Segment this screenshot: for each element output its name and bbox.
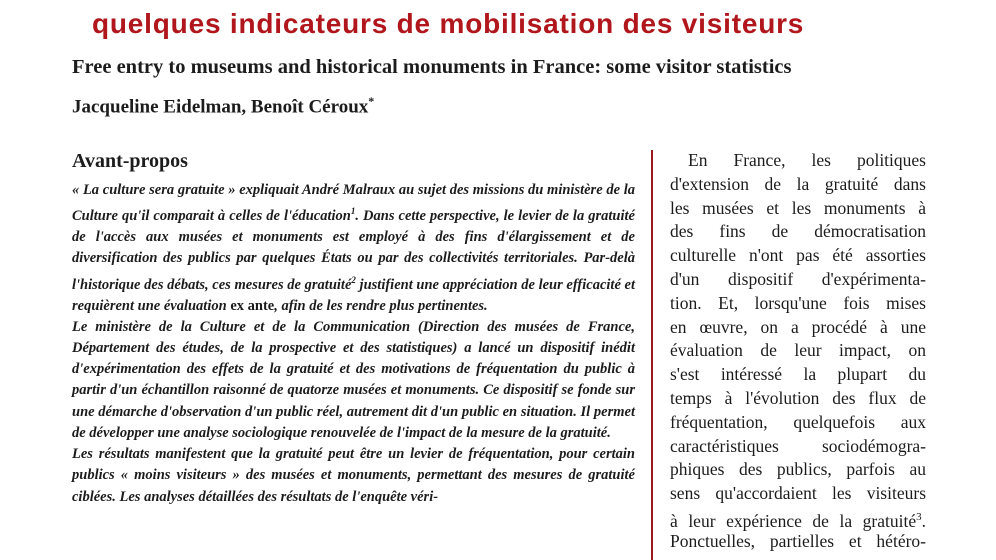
body-line: en œuvre, on a procédé à une: [670, 316, 926, 337]
body-line-text: à leur expérience de la gratuité: [670, 510, 917, 531]
foreword-paragraph-2: Le ministère de la Culture et de la Communication (Direction des musées de France, Département des études, de la prospective et des statistiques) a lancé un dispositif inédit d'expérimentation des effets de la gratuité et des motivations de fréquentation du public à partir d'un échantillon raisonné de quatorze musées et monuments. Ce dispositif se fonde sur une démarche d'observation d'un public réel, autrement dit d'un public en situation. Il permet de développer une analyse sociologique renouvelée de l'impact de la mesure de la gratuité.: [72, 318, 635, 441]
body-line: tion. Et, lorsqu'une fois mises: [670, 292, 926, 313]
body-line: Ponctuelles, partielles et hétéro-: [670, 530, 926, 551]
authors-names: Jacqueline Eidelman, Benoît Céroux: [72, 96, 369, 118]
body-column: [670, 149, 926, 554]
foreword-paragraph-1: [72, 180, 635, 317]
footnote-ref-3[interactable]: 3: [916, 510, 922, 523]
body-line: sens qu'accordaient les visiteurs: [670, 483, 926, 504]
body-line: s'est intéressé la plupart du: [670, 364, 926, 385]
footnote-ref-1[interactable]: 1: [350, 206, 356, 217]
body-line: En France, les politiques: [688, 150, 926, 170]
body-line-with-footnote: à leur expérience de la gratuité$^3$.: [670, 510, 926, 531]
body-line: d'un dispositif d'expérimenta-: [670, 268, 926, 289]
english-title: Free entry to museums and historical monuments in France: some visitor statistics: [72, 56, 792, 78]
foreword-column: [72, 180, 635, 508]
author-footnote-mark[interactable]: *: [368, 94, 375, 108]
foreword-p1-text-d: , afin de les rendre plus pertinentes.: [274, 297, 488, 314]
column-divider: [651, 150, 653, 560]
foreword-p1-text-b: . Dans cette perspective, le levier de la gratuité de l'accès aux musées et monuments est employé à des fins d'élargissement et de diversification des publics par quelques États ou par des collectivités territoriales. Par-delà l'historique des débats, ces mesures de gratuité: [72, 208, 635, 293]
foreword-paragraph-3: Les résultats manifestent que la gratuité peut être un levier de fréquentation, pour certain publics « moins visiteurs » des musées et monuments, permettant des mesures de gratuité ciblées. Les analyses détaillées des résultats de l'enquête véri-: [72, 446, 635, 505]
authors-line: [72, 94, 374, 118]
body-line: phiques des publics, parfois au: [670, 459, 926, 480]
body-line: évaluation de leur impact, on: [670, 340, 926, 361]
foreword-p1-text-a: « La culture sera gratuite » expliquait André Malraux au sujet des missions du ministère de la Culture qu'il comparait à celles de l'éducation: [72, 182, 635, 225]
body-line: temps à l'évolution des flux de: [670, 387, 926, 408]
body-line: d'extension de la gratuité dans: [670, 173, 926, 194]
body-line: fréquentation, quelquefois aux: [670, 411, 926, 432]
foreword-p1-text-c: justifient une appréciation de leur efficacité et requièrent une évaluation: [72, 276, 636, 314]
body-line: les musées et les monuments à: [670, 197, 926, 218]
body-line: des fins de démocratisation: [670, 221, 926, 242]
footnote-ref-2[interactable]: 2: [351, 274, 356, 285]
french-title: quelques indicateurs de mobilisation des visiteurs: [92, 8, 805, 39]
body-line: caractéristiques sociodémogra-: [670, 435, 926, 456]
section-heading-avant-propos: Avant-propos: [72, 150, 188, 172]
body-line: culturelle n'ont pas été assorties: [670, 245, 926, 266]
ex-ante-term: ex ante: [230, 297, 275, 314]
